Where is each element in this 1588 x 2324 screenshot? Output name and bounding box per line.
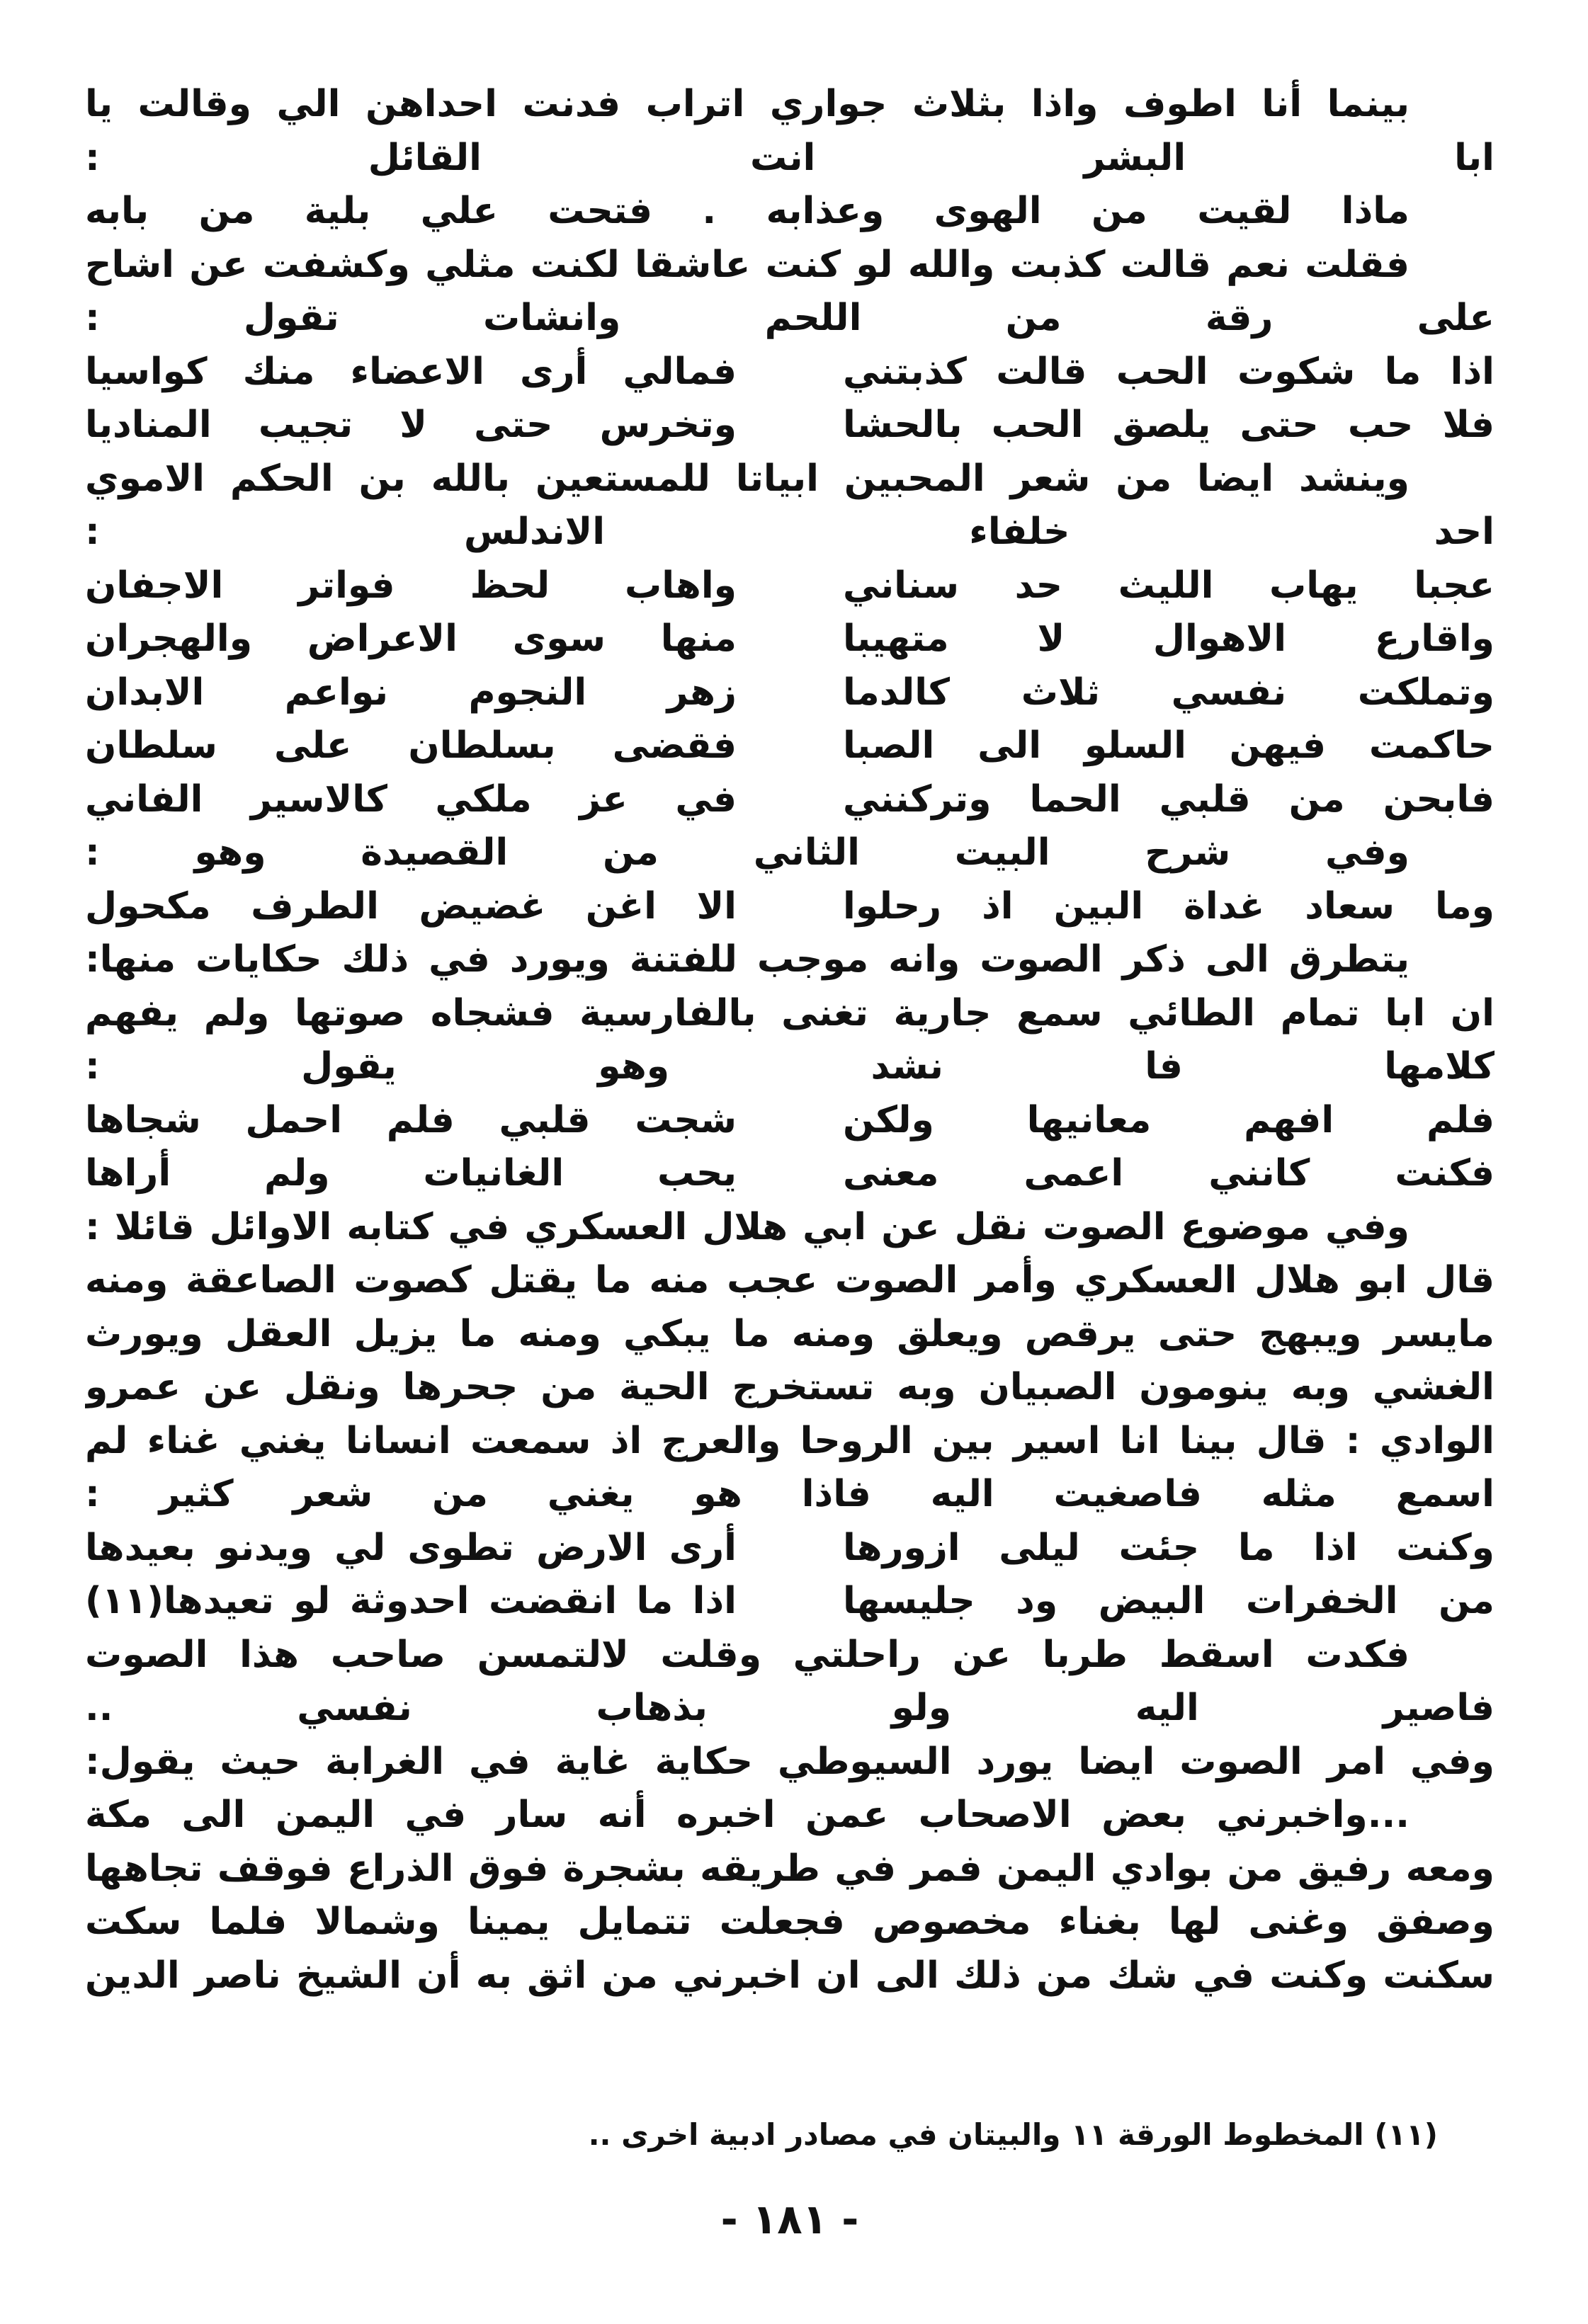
verse-second-hemistich: أرى الارض تطوى لي ويدنو بعيدها [85, 1526, 737, 1569]
verse-second-hemistich: الا اغن غضيض الطرف مكحول [85, 884, 737, 928]
prose-line: فاصير اليه ولو بذهاب نفسي .. [85, 1687, 1495, 1729]
verse-first-hemistich: حاكمت فيهن السلو الى الصبا [843, 724, 1495, 767]
prose-line: سكنت وكنت في شك من ذلك الى ان اخبرني من اثق به أن الشيخ ناصر الدين [85, 1954, 1495, 1997]
prose-line: اسمع مثله فاصغيت اليه فاذا هو يغني من شعر كثير : [85, 1473, 1495, 1515]
verse-line [85, 880, 1495, 934]
prose-line: وفي شرح البيت الثاني من القصيدة وهو : [85, 831, 1410, 874]
prose-line: فقلت نعم قالت كذبت والله لو كنت عاشقا لكنت مثلي وكشفت عن اشاح [85, 243, 1410, 286]
prose-line: ...واخبرني بعض الاصحاب عمن اخبره أنه سار في اليمن الى مكة [85, 1794, 1410, 1836]
verse-first-hemistich: من الخفرات البيض ود جليسها [843, 1580, 1495, 1622]
page-body-text [85, 78, 1495, 2003]
prose-line: ابا البشر انت القائل : [85, 136, 1495, 179]
verse-second-hemistich: فقضى بسلطان على سلطان [85, 724, 737, 767]
verse-second-hemistich: في عز ملكي كالاسير الفاني [85, 777, 737, 821]
footnote: (١١) المخطوط الورقة ١١ والبيتان في مصادر ادبية اخرى .. [588, 2117, 1438, 2152]
verse-first-hemistich: اذا ما شكوت الحب قالت كذبتني [843, 350, 1495, 393]
verse-first-hemistich: واقارع الاهوال لا متهيبا [843, 617, 1495, 660]
prose-line: ومعه رفيق من بوادي اليمن فمر في طريقه بشجرة فوق الذراع فوقف تجاهها [85, 1847, 1495, 1890]
verse-line [85, 666, 1495, 720]
verse-line [85, 346, 1495, 399]
prose-line: بينما أنا اطوف واذا بثلاث جواري اتراب فدنت احداهن الي وقالت يا [85, 83, 1410, 125]
verse-first-hemistich: وكنت اذا ما جئت ليلى ازورها [843, 1526, 1495, 1569]
prose-line: وفي امر الصوت ايضا يورد السيوطي حكاية غاية في الغرابة حيث يقول: [85, 1740, 1495, 1783]
prose-line: ماذا لقيت من الهوى وعذابه . فتحت علي بلية من بابه [85, 190, 1410, 232]
prose-line: احد خلفاء الاندلس : [85, 511, 1495, 553]
verse-second-hemistich: منها سوى الاعراض والهجران [85, 617, 737, 660]
verse-second-hemistich: شجت قلبي فلم احمل شجاها [85, 1098, 737, 1141]
prose-line: وفي موضوع الصوت نقل عن ابي هلال العسكري في كتابه الاوائل قائلا : [85, 1205, 1410, 1248]
verse-line [85, 719, 1495, 773]
verse-line [85, 559, 1495, 613]
prose-line: كلامها فا نشد وهو يقول : [85, 1045, 1495, 1088]
verse-first-hemistich: فلا حب حتى يلصق الحب بالحشا [843, 404, 1495, 446]
prose-line: وصفق وغنى لها بغناء مخصوص فجعلت تتمايل يمينا وشمالا فلما سكت [85, 1901, 1495, 1943]
prose-line: الغشي وبه ينومون الصبيان وبه تستخرج الحية من جحرها ونقل عن عمرو [85, 1366, 1495, 1408]
page-number: - ١٨١ - [720, 2195, 859, 2243]
verse-line [85, 1094, 1495, 1148]
verse-line [85, 1522, 1495, 1576]
prose-line: مايسر ويبهج حتى يرقص ويعلق ومنه ما يبكي ومنه ما يزيل العقل ويورث [85, 1312, 1495, 1355]
prose-line: وينشد ايضا من شعر المحبين ابياتا للمستعين بالله بن الحكم الاموي [85, 457, 1410, 500]
verse-line [85, 613, 1495, 666]
verse-second-hemistich: اذا ما انقضت احدوثة لو تعيدها(١١) [85, 1580, 737, 1622]
verse-first-hemistich: فابحن من قلبي الحما وتركنني [843, 777, 1495, 821]
verse-first-hemistich: وما سعاد غداة البين اذ رحلوا [843, 884, 1495, 928]
verse-second-hemistich: فمالي أرى الاعضاء منك كواسيا [85, 350, 737, 393]
verse-second-hemistich: وتخرس حتى لا تجيب المناديا [85, 404, 737, 446]
verse-line [85, 773, 1495, 827]
verse-second-hemistich: زهر النجوم نواعم الابدان [85, 671, 737, 714]
verse-first-hemistich: عجبا يهاب الليث حد سناني [843, 564, 1495, 607]
verse-first-hemistich: فكنت كانني اعمى معنى [843, 1152, 1495, 1195]
verse-line [85, 399, 1495, 452]
verse-second-hemistich: يحب الغانيات ولم أراها [85, 1152, 737, 1195]
prose-line: الوادي : قال بينا انا اسير بين الروحا والعرج اذ سمعت انسانا يغني غناء لم [85, 1419, 1495, 1462]
verse-first-hemistich: فلم افهم معانيها ولكن [843, 1098, 1495, 1141]
prose-line: يتطرق الى ذكر الصوت وانه موجب للفتنة ويورد في ذلك حكايات منها: [85, 938, 1410, 981]
prose-line: فكدت اسقط طربا عن راحلتي وقلت لالتمسن صاحب هذا الصوت [85, 1633, 1410, 1676]
prose-line: على رقة من اللحم وانشات تقول : [85, 297, 1495, 339]
verse-line [85, 1575, 1495, 1629]
verse-second-hemistich: واهاب لحظ فواتر الاجفان [85, 564, 737, 607]
prose-line: ان ابا تمام الطائي سمع جارية تغنى بالفارسية فشجاه صوتها ولم يفهم [85, 991, 1495, 1035]
book-page [85, 78, 1495, 2245]
prose-line: قال ابو هلال العسكري وأمر الصوت عجب منه ما يقتل كصوت الصاعقة ومنه [85, 1259, 1495, 1301]
verse-first-hemistich: وتملكت نفسي ثلاث كالدما [843, 671, 1495, 714]
verse-line [85, 1147, 1495, 1201]
